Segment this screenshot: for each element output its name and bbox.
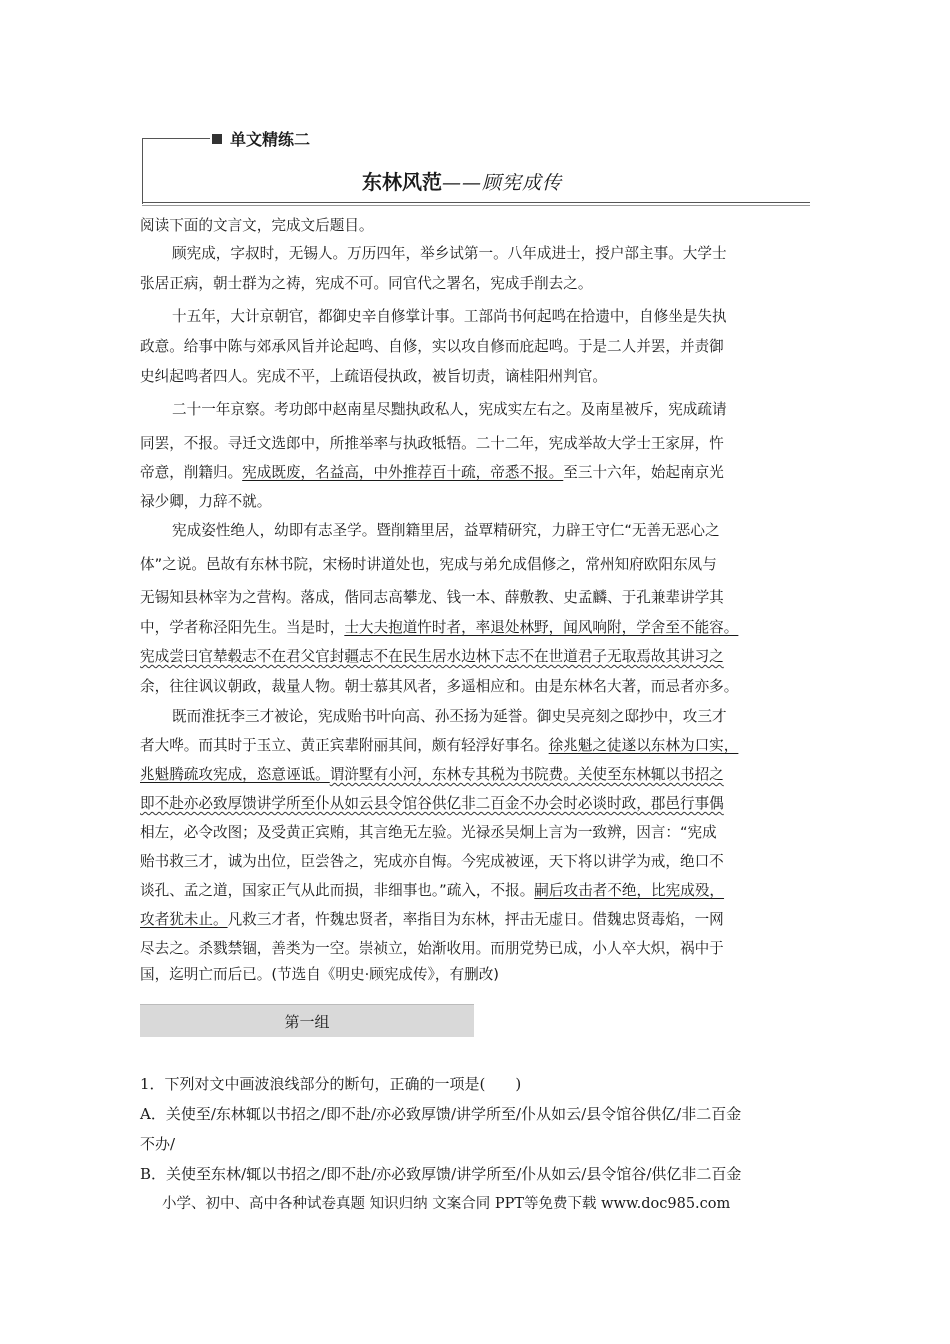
passage-line: 无锡知县林宰为之营构。落成，偕同志高攀龙、钱一本、薛敷教、史孟麟、于孔兼辈讲学其 bbox=[140, 589, 724, 606]
underlined-sentence: 兆魁腾疏攻宪成，恣意诬诋。 bbox=[140, 766, 330, 783]
frame-divider bbox=[142, 205, 810, 206]
underlined-sentence: 徐兆魁之徒遂以东林为口实， bbox=[548, 737, 739, 754]
section-label-text: 单文精练二 bbox=[230, 130, 311, 149]
passage-line bbox=[140, 645, 820, 669]
passage-line: 贻书救三才，诚为出位，臣尝咎之，宪成亦自悔。今宪成被诬，天下将以讲学为戒，绝口不 bbox=[140, 853, 724, 870]
option-a: A．关使至/东林辄以书招之/即不赴/亦必致厚馈/讲学所至/仆从如云/县令馆谷供亿/非二百金 bbox=[140, 1105, 742, 1123]
footer-banner: 小学、初中、高中各种试卷真题 知识归纳 文案合同 PPT等免费下载 www.doc985.com bbox=[162, 1196, 731, 1212]
underlined-sentence: 攻者犹未止。 bbox=[140, 911, 228, 928]
underlined-sentence: 嗣后攻击者不绝，比宪成殁， bbox=[534, 882, 725, 899]
passage-line: 十五年，大计京朝官，都御史辛自修掌计事。工部尚书何起鸣在拾遗中，自修坐是失执 bbox=[172, 308, 727, 325]
passage-line bbox=[140, 763, 820, 787]
passage-line: 余，往往讽议朝政，裁量人物。朝士慕其风者，多遥相应和。由是东林名大著，而忌者亦多。 bbox=[140, 678, 739, 695]
passage-line: 体”之说。邑故有东林书院，宋杨时讲道处也，宪成与弟允成倡修之，常州知府欧阳东凤与 bbox=[140, 556, 717, 573]
square-bullet-icon bbox=[212, 134, 222, 144]
passage-line bbox=[140, 908, 820, 932]
title-sub: ——顾宪成传 bbox=[442, 172, 563, 194]
passage-line: 禄少卿，力辞不就。 bbox=[140, 493, 272, 510]
passage-line: 张居正病，朝士群为之祷，宪成不可。同官代之署名，宪成手削去之。 bbox=[140, 275, 593, 292]
text-span: 至三十六年，始起南京光 bbox=[563, 464, 724, 481]
text-span: 凡救三才者，忤魏忠贤者，率指目为东林，抨击无虚日。借魏忠贤毒焰，一网 bbox=[227, 911, 724, 928]
passage-line: 同罢，不报。寻迁文选郎中，所推举率与执政牴牾。二十二年，宪成举故大学士王家屏，忤 bbox=[140, 435, 724, 452]
wavy-underlined-sentence: 宪成尝曰官辇毂志不在君父官封疆志不在民生居水边林下志不在世道君子无取焉故其讲习之 bbox=[140, 648, 724, 665]
frame-divider bbox=[142, 138, 210, 139]
underlined-sentence: 士大夫抱道忤时者，率退处林野，闻风响附，学舍至不能容。 bbox=[344, 619, 739, 636]
passage-line: 政意。给事中陈与郊承风旨并论起鸣、自修，实以攻自修而庇起鸣。于是二人并罢，并责御 bbox=[140, 338, 724, 355]
article-title bbox=[362, 166, 562, 195]
passage-line: 既而淮抚李三才被论，宪成贻书叶向高、孙丕扬为延誉。御史吴亮刻之邸抄中，攻三才 bbox=[172, 708, 727, 725]
underlined-sentence: 宪成既废，名益高，中外推荐百十疏，帝悉不报。 bbox=[242, 464, 564, 481]
frame-divider bbox=[142, 202, 810, 203]
passage-line: 尽去之。杀戮禁锢，善类为一空。崇祯立，始渐收用。而朋党势已成，小人卒大炽，祸中于 bbox=[140, 940, 724, 957]
option-a-continued: 不办/ bbox=[140, 1135, 176, 1153]
passage-line bbox=[140, 461, 820, 485]
text-span: 中，学者称泾阳先生。当是时， bbox=[140, 619, 345, 636]
passage-line: 国，迄明亡而后已。(节选自《明史·顾宪成传》，有删改) bbox=[140, 966, 499, 983]
wavy-underlined-sentence: 即不赴亦必致厚馈讲学所至仆从如云县令馆谷供亿非二百金不办会时必谈时政，郡邑行事偶 bbox=[140, 795, 724, 812]
text-span: 帝意，削籍归。 bbox=[140, 464, 243, 481]
frame-divider bbox=[142, 138, 143, 204]
passage-line: 史纠起鸣者四人。宪成不平，上疏语侵执政，被旨切责，谪桂阳州判官。 bbox=[140, 368, 608, 385]
group-label: 第一组 bbox=[284, 1013, 330, 1031]
passage-line: 宪成姿性绝人，幼即有志圣学。暨削籍里居，益覃精研究，力辟王守仁“无善无恶心之 bbox=[172, 522, 720, 539]
passage-line bbox=[140, 616, 820, 640]
title-main: 东林风范 bbox=[362, 170, 442, 194]
passage-line: 二十一年京察。考功郎中赵南星尽黜执政私人，宪成实左右之。及南星被斥，宪成疏请 bbox=[172, 401, 727, 418]
question-stem: 1．下列对文中画波浪线部分的断句，正确的一项是( ) bbox=[140, 1075, 522, 1093]
instruction: 阅读下面的文言文，完成文后题目。 bbox=[140, 217, 374, 234]
passage-line bbox=[140, 734, 820, 758]
option-b: B．关使至东林/辄以书招之/即不赴/亦必致厚馈/讲学所至/仆从如云/县令馆谷/供亿非二百金 bbox=[140, 1165, 742, 1183]
passage-line: 相左，必令改图；及受黄正宾贿，其言绝无左验。光禄丞吴炯上言为一致辨，因言：“宪成 bbox=[140, 824, 717, 841]
section-label bbox=[212, 127, 310, 150]
text-span: 谈孔、孟之道，国家正气从此而损，非细事也。”疏入，不报。 bbox=[140, 882, 535, 899]
wavy-underlined-sentence: 谓浒墅有小河，东林专其税为书院费。关使至东林辄以书招之 bbox=[329, 766, 724, 783]
passage-line: 顾宪成，字叔时，无锡人。万历四年，举乡试第一。八年成进士，授户部主事。大学士 bbox=[172, 245, 727, 262]
text-span: 者大哗。而其时于玉立、黄正宾辈附丽其间，颇有轻浮好事名。 bbox=[140, 737, 549, 754]
group-header bbox=[140, 1004, 474, 1037]
passage-line bbox=[140, 879, 820, 903]
passage-line bbox=[140, 792, 820, 816]
